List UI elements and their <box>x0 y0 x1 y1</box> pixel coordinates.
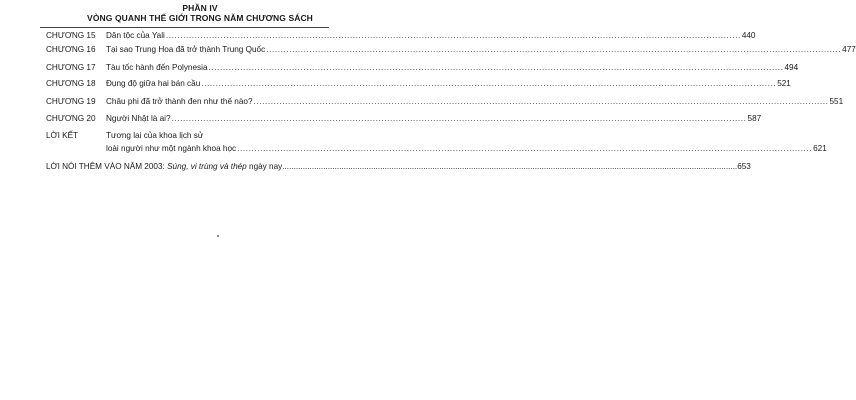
chapter-label: CHƯƠNG 20 <box>46 114 96 123</box>
chapter-title: Dân tộc của Yali <box>106 31 165 40</box>
afterword-suffix: ngày nay <box>246 162 283 171</box>
epilogue-title-line-2: loài người như một ngành khoa học <box>106 144 237 153</box>
chapter-title: Châu phi đã trở thành đen như thế nào? <box>106 97 253 106</box>
dot-leader: ........................................................................................................................................................................................................ <box>171 114 747 123</box>
chapter-title: Người Nhật là ai? <box>106 114 171 123</box>
dot-leader: ........................................................................................................................................................................................................ <box>282 162 738 171</box>
dot-leader: ........................................................................................................................................................................................................ <box>253 97 829 106</box>
page-number: 621 <box>813 144 827 153</box>
dot-leader: ........................................................................................................................................................................................................ <box>201 79 777 88</box>
dot-leader: ........................................................................................................................................................................................................ <box>266 45 842 54</box>
dot-leader: ........................................................................................................................................................................................................ <box>208 63 784 72</box>
chapter-label: CHƯƠNG 19 <box>46 97 96 106</box>
dot-leader: ........................................................................................................................................................................................................ <box>165 31 741 40</box>
chapter-label: CHƯƠNG 16 <box>46 45 96 54</box>
page-number: 653 <box>737 162 751 171</box>
heading-divider <box>40 27 329 28</box>
page-number: 587 <box>747 114 762 123</box>
chapter-title: Đụng độ giữa hai bán cầu <box>106 79 201 88</box>
chapter-label: CHƯƠNG 18 <box>46 79 96 88</box>
page-number: 551 <box>829 97 844 106</box>
scan-speck <box>217 235 219 237</box>
epilogue-title-line-1: Tương lai của khoa lịch sử <box>106 131 204 140</box>
chapter-title: Tại sao Trung Hoa đã trở thành Trung Quốc <box>106 45 266 54</box>
part-title: VÒNG QUANH THẾ GIỚI TRONG NĂM CHƯƠNG SÁCH <box>87 13 313 23</box>
afterword-book-title: Súng, vi trùng và thép <box>167 162 247 171</box>
chapter-title: Tàu tốc hành đến Polynesia <box>106 63 208 72</box>
dot-leader: ........................................................................................................................................................................................................ <box>237 144 813 153</box>
chapter-label: CHƯƠNG 17 <box>46 63 96 72</box>
afterword-prefix: LỜI NÓI THÊM VÀO NĂM 2003: <box>46 162 168 171</box>
epilogue-label: LỜI KẾT <box>46 131 79 140</box>
page-number: 477 <box>842 45 856 54</box>
page-number: 494 <box>784 63 799 72</box>
chapter-label: CHƯƠNG 15 <box>46 31 96 40</box>
afterword-entry <box>46 162 751 171</box>
part-number: PHẦN IV <box>182 3 218 13</box>
page-number: 521 <box>777 79 791 88</box>
page-number: 440 <box>741 31 756 40</box>
